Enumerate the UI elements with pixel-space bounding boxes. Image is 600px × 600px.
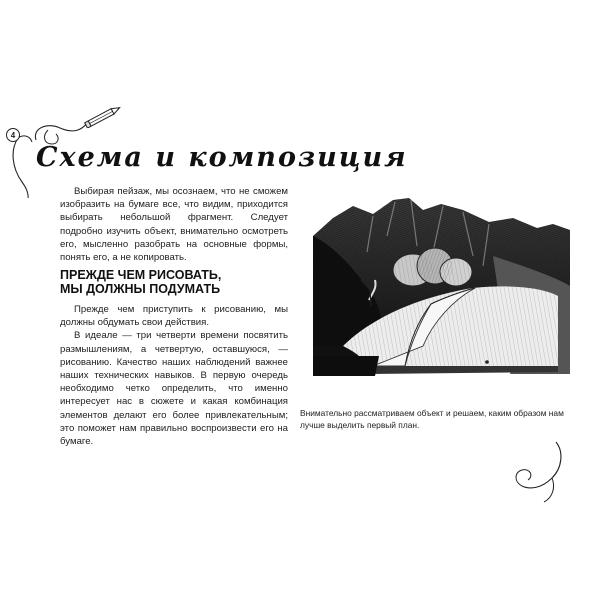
section-heading-line-2: МЫ ДОЛЖНЫ ПОДУМАТЬ [60,282,221,296]
page-title: Схема и композиция [36,142,408,173]
landscape-illustration [313,196,570,392]
section-paragraph-1: Прежде чем приступить к рисованию, мы должны обдумать свои действия. [60,304,288,329]
pencil-icon [80,106,124,128]
flourish-bottom-icon [508,438,568,508]
figure-caption: Внимательно рассматриваем объект и решаем, каким образом нам лучше выделить первый план. [300,408,564,430]
section-heading-line-1: ПРЕЖДЕ ЧЕМ РИСОВАТЬ, [60,268,222,282]
intro-text [60,185,288,264]
section-text [60,303,288,448]
intro-paragraph: Выбирая пейзаж, мы осознаем, что не сможем изобразить на бумаге все, что видим, приходится выбирать небольшой фрагмент. Следует подробно изучить объект, внимательно осмотреть его, мысленно разобрать на основные формы, понять его, а не копировать. [60,186,288,264]
page-number: 4 [6,128,20,142]
section-heading [60,268,288,296]
section-paragraph-2: В идеале — три четверти времени посвятить размышлениям, а четвертую, оставшуюся, — рисованию. Качество наших наблюдений важнее наших технических навыков. В первую очередь необходимо четко определить, что именно интересует нас в сюжете и какая комбинация элементов делают его более привлекательным; это поможет нам правильно воспроизвести его на бумаге. [60,330,288,448]
